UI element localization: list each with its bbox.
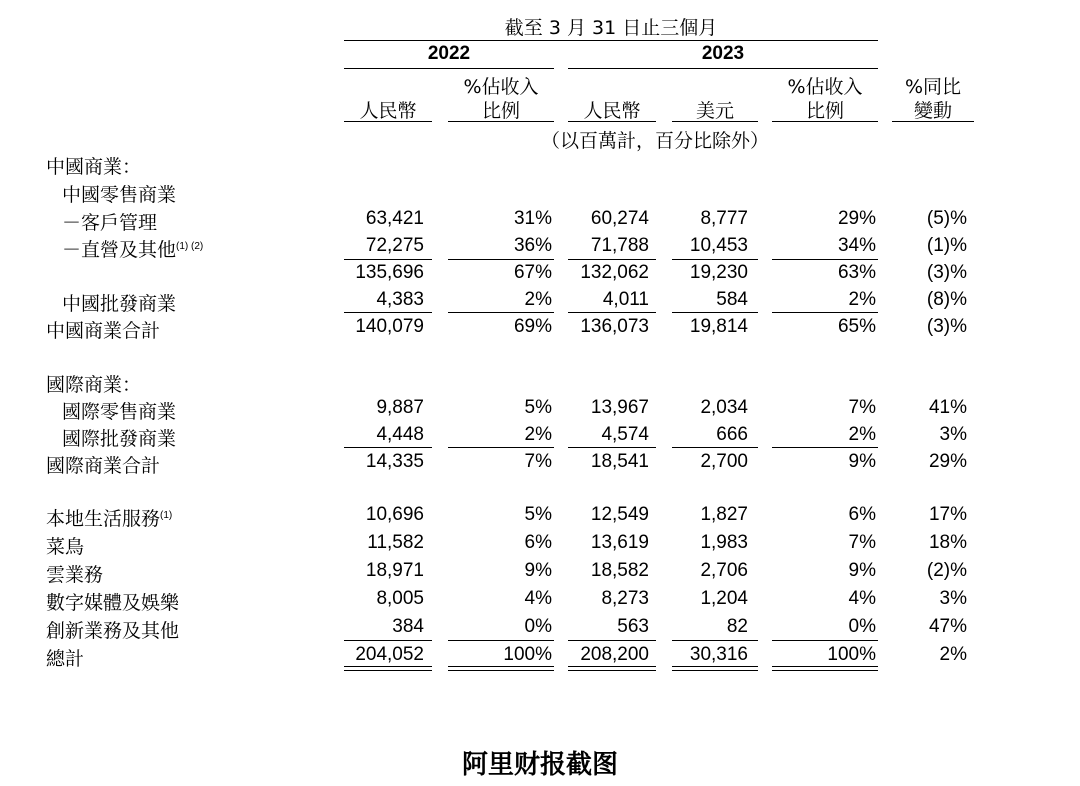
pct-2022-cell: 69%	[513, 316, 552, 337]
row-label: 雲業務	[46, 564, 104, 586]
col-pct-2022-underline	[448, 121, 554, 122]
pct-2022-cell: 9%	[524, 560, 552, 581]
grand-total-double-rule	[568, 666, 656, 671]
usd-2023-cell: 8,777	[700, 208, 748, 229]
pct-2023-cell: 9%	[848, 560, 876, 581]
total-rule	[772, 640, 878, 641]
rmb-2023-cell: 13,619	[590, 532, 649, 553]
yoy-cell: 47%	[928, 616, 967, 637]
pct-2022-cell: 7%	[524, 451, 552, 472]
yoy-cell: 18%	[928, 532, 967, 553]
pct-2022-cell: 36%	[513, 235, 552, 256]
pct-2022-cell: 4%	[524, 588, 552, 609]
year-2023-header: 2023	[701, 43, 745, 64]
usd-2023-cell: 10,453	[689, 235, 748, 256]
rmb-2022-cell: 10,696	[365, 504, 424, 525]
subtotal-rule	[344, 259, 432, 260]
rmb-2023-cell: 132,062	[580, 262, 649, 283]
year-2023-underline	[568, 68, 878, 69]
usd-2023-cell: 2,034	[700, 397, 748, 418]
rmb-2023-cell: 136,073	[580, 316, 649, 337]
pct-2023-cell: 29%	[837, 208, 876, 229]
total-rule	[448, 640, 554, 641]
pct-2023-cell: 4%	[848, 588, 876, 609]
grand-total-double-rule	[344, 666, 432, 671]
yoy-cell: 3%	[939, 588, 967, 609]
pct-2023-cell: 6%	[848, 504, 876, 525]
subtotal-rule	[448, 259, 554, 260]
total-rule	[568, 640, 656, 641]
row-label: 國際商業：	[46, 374, 142, 396]
usd-2023-cell: 19,230	[689, 262, 748, 283]
subtotal-rule	[568, 447, 656, 448]
pct-2023-cell: 2%	[848, 424, 876, 445]
usd-2023-cell: 19,814	[689, 316, 748, 337]
subtotal-rule	[772, 259, 878, 260]
subtotal-rule	[672, 447, 758, 448]
pct-2022-cell: 6%	[524, 532, 552, 553]
pct-2023-cell: 63%	[837, 262, 876, 283]
rmb-2022-cell: 135,696	[355, 262, 424, 283]
rmb-2023-cell: 4,574	[601, 424, 649, 445]
row-label: 中國商業合計	[46, 320, 161, 342]
yoy-cell: (2)%	[926, 560, 967, 581]
col-pct-2023-underline	[772, 121, 878, 122]
subtotal-rule	[344, 312, 432, 313]
col-rmb-2022-underline	[344, 121, 432, 122]
period-underline	[344, 40, 878, 41]
rmb-2023-cell: 60,274	[590, 208, 649, 229]
rmb-2022-cell: 384	[392, 616, 424, 637]
pct-2022-cell: 2%	[524, 289, 552, 310]
rmb-2022-cell: 9,887	[376, 397, 424, 418]
row-label: 國際零售商業	[62, 401, 177, 423]
yoy-cell: (3)%	[926, 262, 967, 283]
rmb-2023-cell: 18,582	[590, 560, 649, 581]
row-label: 創新業務及其他	[46, 620, 180, 642]
yoy-cell: (3)%	[926, 316, 967, 337]
rmb-2023-cell: 4,011	[602, 289, 649, 310]
total-rule	[672, 640, 758, 641]
grand-total-double-rule	[772, 666, 878, 671]
usd-2023-cell: 82	[726, 616, 748, 637]
col-yoy-line2: 變動	[913, 100, 952, 122]
pct-2023-cell: 2%	[848, 289, 876, 310]
col-pct-2023-line2: 比例	[805, 100, 844, 122]
usd-2023-cell: 2,706	[700, 560, 748, 581]
col-pct-2022-line2: 比例	[481, 100, 520, 122]
usd-2023-cell: 666	[716, 424, 748, 445]
row-label: 國際批發商業	[62, 428, 177, 450]
col-rmb-2023-underline	[568, 121, 656, 122]
subtotal-rule	[568, 259, 656, 260]
rmb-2022-cell: 204,052	[355, 644, 424, 665]
rmb-2023-cell: 18,541	[590, 451, 649, 472]
rmb-2022-cell: 14,335	[365, 451, 424, 472]
rmb-2023-cell: 8,273	[601, 588, 649, 609]
col-usd-2023-underline	[672, 121, 758, 122]
pct-2023-cell: 65%	[837, 316, 876, 337]
row-label: 中國批發商業	[62, 293, 177, 315]
yoy-cell: 41%	[928, 397, 967, 418]
grand-total-double-rule	[672, 666, 758, 671]
pct-2022-cell: 31%	[513, 208, 552, 229]
rmb-2023-cell: 71,788	[590, 235, 649, 256]
yoy-cell: (8)%	[926, 289, 967, 310]
grand-total-double-rule	[448, 666, 554, 671]
pct-2023-cell: 9%	[848, 451, 876, 472]
yoy-cell: 3%	[939, 424, 967, 445]
period-header: 截至 3 月 31 日止三個月	[504, 17, 718, 39]
footnote-marker: (1)	[160, 510, 173, 521]
row-label: －客戶管理	[62, 212, 158, 234]
pct-2022-cell: 2%	[524, 424, 552, 445]
subtotal-rule	[672, 259, 758, 260]
pct-2023-cell: 0%	[848, 616, 876, 637]
pct-2022-cell: 100%	[503, 644, 552, 665]
row-label: 數字媒體及娛樂	[46, 592, 180, 614]
subtotal-rule	[772, 447, 878, 448]
rmb-2023-cell: 563	[617, 616, 649, 637]
pct-2023-cell: 100%	[827, 644, 876, 665]
yoy-cell: 29%	[928, 451, 967, 472]
usd-2023-cell: 1,983	[700, 532, 748, 553]
col-pct-2023-line1: %佔收入	[787, 76, 863, 98]
pct-2022-cell: 5%	[524, 397, 552, 418]
row-label: 中國商業：	[46, 156, 142, 178]
rmb-2023-cell: 208,200	[580, 644, 649, 665]
col-rmb-2022: 人民幣	[359, 100, 417, 122]
rmb-2022-cell: 4,383	[376, 289, 424, 310]
yoy-cell: (1)%	[926, 235, 967, 256]
subtotal-rule	[448, 312, 554, 313]
rmb-2022-cell: 63,421	[365, 208, 424, 229]
subtotal-rule	[448, 447, 554, 448]
yoy-cell: (5)%	[926, 208, 967, 229]
rmb-2022-cell: 72,275	[365, 235, 424, 256]
col-yoy-underline	[892, 121, 974, 122]
usd-2023-cell: 1,827	[700, 504, 748, 525]
col-usd-2023: 美元	[695, 100, 734, 122]
pct-2023-cell: 7%	[848, 532, 876, 553]
row-label: 本地生活服務$^{(1)}$	[46, 508, 173, 530]
row-label: 中國零售商業	[62, 184, 177, 206]
unit-note: （以百萬計，百分比除外）	[540, 130, 769, 152]
pct-2022-cell: 5%	[524, 504, 552, 525]
year-2022-underline	[344, 68, 554, 69]
subtotal-rule	[568, 312, 656, 313]
rmb-2022-cell: 8,005	[376, 588, 424, 609]
caption: 阿里财报截图	[461, 750, 618, 780]
yoy-cell: 17%	[928, 504, 967, 525]
rmb-2023-cell: 13,967	[590, 397, 649, 418]
usd-2023-cell: 30,316	[689, 644, 748, 665]
usd-2023-cell: 1,204	[700, 588, 748, 609]
rmb-2022-cell: 140,079	[355, 316, 424, 337]
total-rule	[344, 640, 432, 641]
col-yoy-line1: %同比	[904, 76, 962, 98]
row-label: －直營及其他$^{(1) (2)}$	[62, 239, 204, 261]
rmb-2022-cell: 4,448	[376, 424, 424, 445]
rmb-2022-cell: 11,582	[367, 532, 424, 553]
subtotal-rule	[672, 312, 758, 313]
footnote-marker: (1) (2)	[176, 241, 204, 252]
rmb-2022-cell: 18,971	[365, 560, 424, 581]
rmb-2023-cell: 12,549	[590, 504, 649, 525]
yoy-cell: 2%	[939, 644, 967, 665]
usd-2023-cell: 2,700	[700, 451, 748, 472]
subtotal-rule	[344, 447, 432, 448]
pct-2023-cell: 34%	[837, 235, 876, 256]
col-pct-2022-line1: %佔收入	[463, 76, 539, 98]
year-2022-header: 2022	[427, 43, 471, 64]
row-label: 菜鳥	[46, 536, 85, 558]
pct-2022-cell: 67%	[513, 262, 552, 283]
row-label: 總計	[46, 648, 85, 670]
col-rmb-2023: 人民幣	[583, 100, 641, 122]
subtotal-rule	[772, 312, 878, 313]
row-label: 國際商業合計	[46, 455, 161, 477]
pct-2023-cell: 7%	[848, 397, 876, 418]
pct-2022-cell: 0%	[524, 616, 552, 637]
usd-2023-cell: 584	[716, 289, 748, 310]
